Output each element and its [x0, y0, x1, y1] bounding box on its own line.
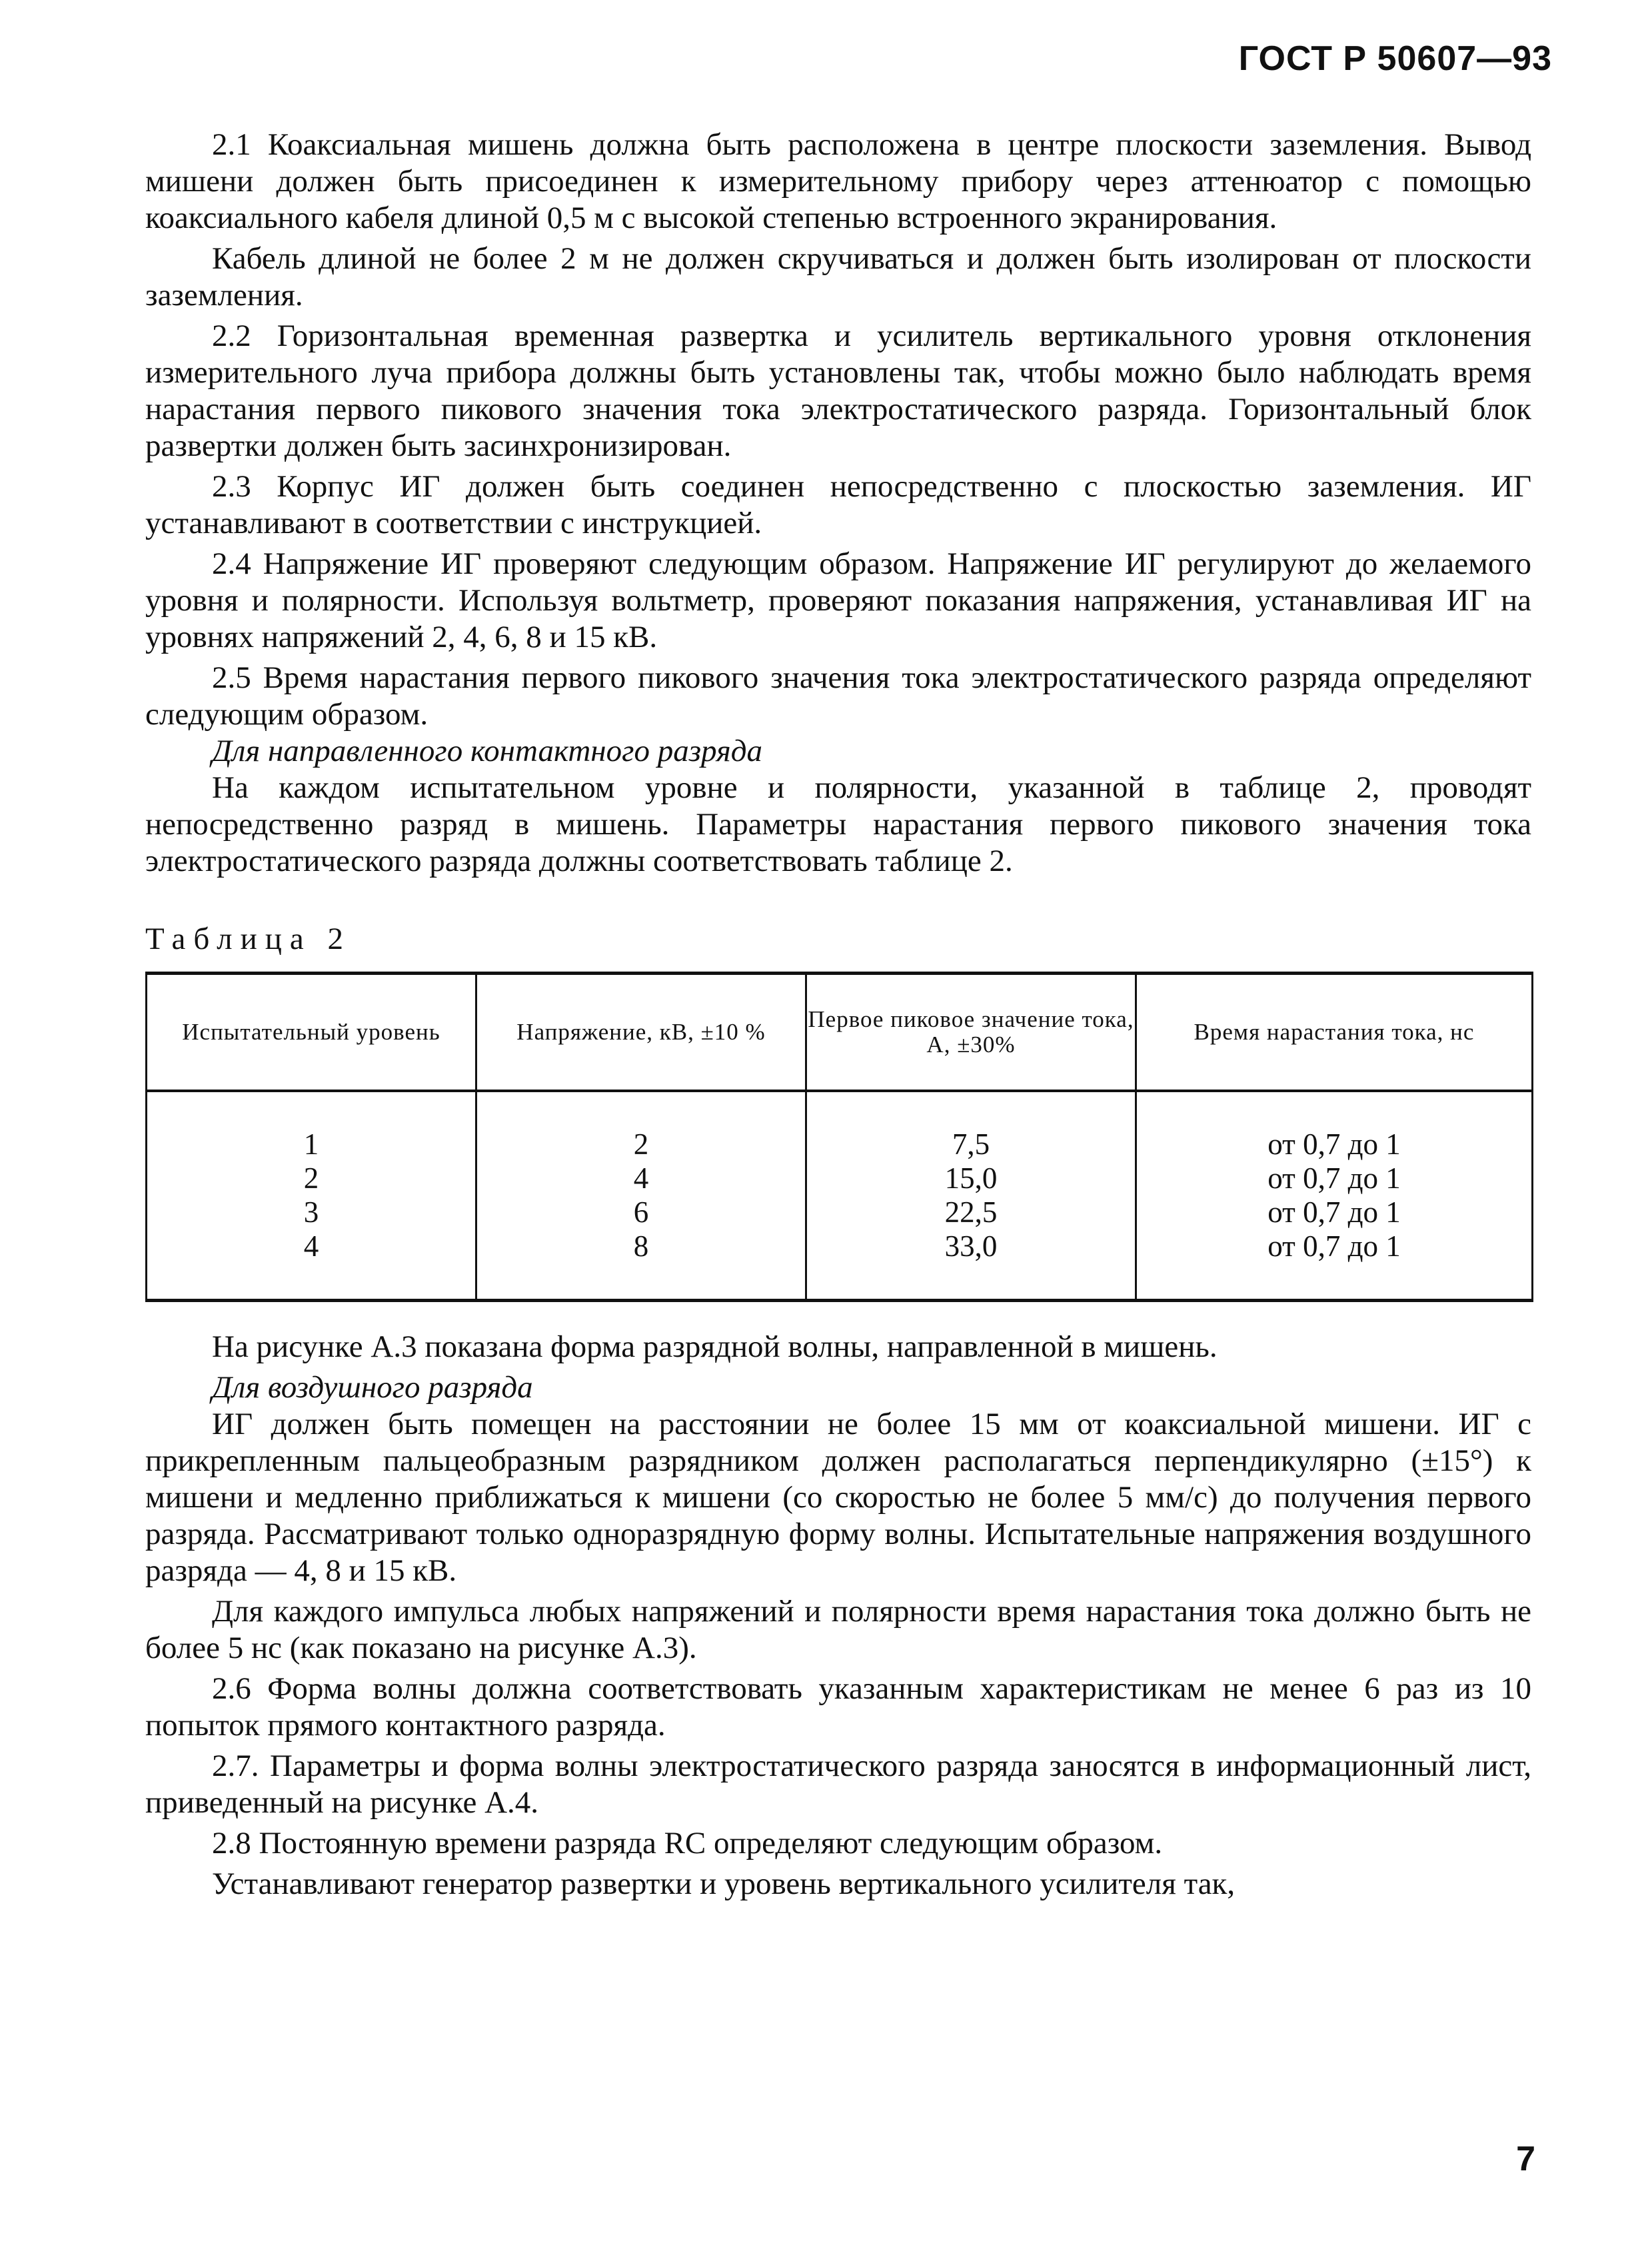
table-cell: от 0,7 до 1	[1267, 1229, 1401, 1263]
heading-contact-discharge: Для направленного контактного разряда	[212, 734, 763, 768]
paragraph-2-7: 2.7. Параметры и форма волны электростатического разряда заносятся в информационный лист, приведенный на рисунке А.4.	[145, 1749, 1531, 1820]
table-cell: от 0,7 до 1	[1267, 1195, 1401, 1229]
column-voltage	[476, 1091, 806, 1301]
paragraph-2-6: 2.6 Форма волны должна соответствовать указанным характеристикам не менее 6 раз из 10 попыток прямого контактного разряда.	[145, 1671, 1531, 1743]
header-voltage: Напряжение, кВ, ±10 %	[476, 974, 806, 1092]
column-test-level	[147, 1091, 476, 1301]
table-cell: 6	[633, 1195, 649, 1229]
table-cell: 4	[633, 1161, 649, 1195]
table-cell: от 0,7 до 1	[1267, 1127, 1401, 1161]
table-cell: 2	[633, 1127, 649, 1161]
table-cell: от 0,7 до 1	[1267, 1161, 1401, 1195]
paragraph-2-4: 2.4 Напряжение ИГ проверяют следующим образом. Напряжение ИГ регулируют до желаемого уровня и полярности. Используя вольтметр, проверяют показания напряжения, устанавливая ИГ на уровнях напряжений 2, 4, 6, 8 и 15 кВ.	[145, 546, 1531, 654]
paragraph-figure-a3: На рисунке А.3 показана форма разрядной волны, направленной в мишень.	[212, 1329, 1218, 1364]
table-cell: 7,5	[952, 1127, 990, 1161]
paragraph-2-8: 2.8 Постоянную времени разряда RC определяют следующим образом.	[212, 1826, 1163, 1861]
document-body	[145, 127, 1531, 1902]
table-cell: 22,5	[944, 1195, 998, 1229]
table-body-row	[147, 1091, 1533, 1301]
paragraph-2-5: 2.5 Время нарастания первого пикового значения тока электростатического разряда определяют следующим образом.	[145, 660, 1531, 732]
table-caption: Таблица 2	[145, 922, 352, 956]
column-rise-time	[1136, 1091, 1533, 1301]
table-2	[145, 972, 1533, 1302]
paragraph-2-3: 2.3 Корпус ИГ должен быть соединен непосредственно с плоскостью заземления. ИГ устанавливают в соответствии с инструкцией.	[145, 469, 1531, 540]
table-cell: 15,0	[944, 1161, 998, 1195]
paragraph-2-1: 2.1 Коаксиальная мишень должна быть расположена в центре плоскости заземления. Вывод мишени должен быть присоединен к измерительному прибору через аттенюатор с помощью коаксиального кабеля длиной 0,5 м с высокой степенью встроенного экранирования.	[145, 127, 1531, 235]
standard-header: ГОСТ Р 50607—93	[1238, 39, 1552, 78]
column-peak-current	[806, 1091, 1136, 1301]
page-number: 7	[1516, 2140, 1535, 2178]
header-test-level: Испытательный уровень	[147, 974, 476, 1092]
header-peak-current: Первое пиковое значение тока, А, ±30%	[806, 974, 1136, 1092]
paragraph-contact-discharge: На каждом испытательном уровне и полярности, указанной в таблице 2, проводят непосредственно разряд в мишень. Параметры нарастания первого пикового значения тока электростатического разряда должны соответствовать таблице 2.	[145, 770, 1531, 878]
paragraph-air-discharge: ИГ должен быть помещен на расстоянии не более 15 мм от коаксиальной мишени. ИГ с прикрепленным пальцеобразным разрядником должен располагаться перпендикулярно (±15°) к мишени и медленно приближаться к мишени (со скоростью не более 5 мм/с) до получения первого разряда. Рассматривают только одноразрядную форму волны. Испытательные напряжения воздушного разряда — 4, 8 и 15 кВ.	[145, 1407, 1531, 1588]
paragraph-cable: Кабель длиной не более 2 м не должен скручиваться и должен быть изолирован от плоскости заземления.	[145, 241, 1531, 313]
table-cell: 33,0	[944, 1229, 998, 1263]
paragraph-2-2: 2.2 Горизонтальная временная развертка и усилитель вертикального уровня отклонения измерительного луча прибора должны быть установлены так, чтобы можно было наблюдать время нарастания первого пикового значения тока электростатического разряда. Горизонтальный блок развертки должен быть засинхронизирован.	[145, 319, 1531, 463]
table-header-row	[147, 974, 1533, 1092]
table-cell: 8	[633, 1229, 649, 1263]
heading-air-discharge: Для воздушного разряда	[212, 1370, 533, 1405]
table-cell: 1	[303, 1127, 319, 1161]
paragraph-sweep-setup: Устанавливают генератор развертки и уровень вертикального усилителя так,	[212, 1867, 1236, 1901]
table-cell: 2	[303, 1161, 319, 1195]
table-cell: 4	[303, 1229, 319, 1263]
table-cell: 3	[303, 1195, 319, 1229]
header-rise-time: Время нарастания тока, нс	[1136, 974, 1533, 1092]
paragraph-rise-time-limit: Для каждого импульса любых напряжений и полярности время нарастания тока должно быть не более 5 нс (как показано на рисунке А.3).	[145, 1594, 1531, 1665]
